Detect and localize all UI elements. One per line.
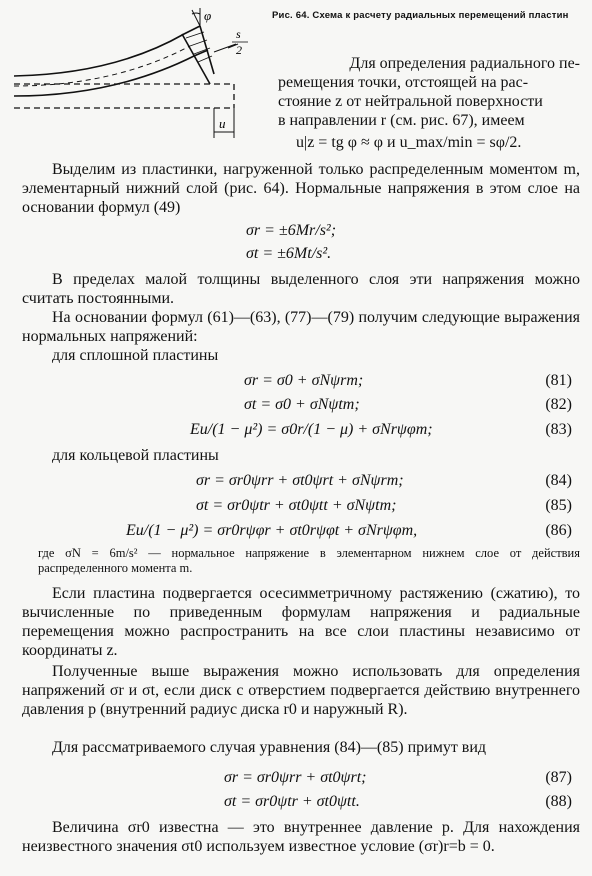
equation-84: σr = σr0ψrr + σt0ψrt + σNψrm; xyxy=(196,472,404,489)
equation-88-number: (88) xyxy=(545,793,572,810)
intro-line-1: Для определения радиального пе- xyxy=(349,55,580,72)
phi-label: φ xyxy=(204,8,212,23)
figure-caption: Рис. 64. Схема к расчету радиальных перемещений пластин xyxy=(272,10,569,21)
ring-plate-label: для кольцевой пластины xyxy=(52,447,219,464)
two-label: 2 xyxy=(236,43,242,57)
solid-plate-label: для сплошной пластины xyxy=(52,347,219,364)
equation-81: σr = σ0 + σNψrm; xyxy=(244,372,364,389)
equation-86-number: (86) xyxy=(545,522,572,539)
equation-85-number: (85) xyxy=(545,497,572,514)
u-label: u xyxy=(219,116,226,131)
phi-angle-marker xyxy=(192,8,200,26)
equation-83: Eu/(1 − μ²) = σ0r/(1 − μ) + σNrψφm; xyxy=(190,421,433,438)
s-label: s xyxy=(236,27,241,41)
paragraph-7: Величина σr0 известна — это внутреннее давление p. Для нахождения неизвестного значения σt0 используем известное условие (σr)r=b = 0. xyxy=(22,819,580,855)
paragraph-6: Для рассматриваемого случая уравнения (84)—(85) примут вид xyxy=(52,739,487,756)
equation-85: σt = σr0ψtr + σt0ψtt + σNψtm; xyxy=(196,497,397,514)
equation-sigma-r-moment: σr = ±6Mr/s²; xyxy=(246,222,337,239)
sigma-n-note: где σN = 6m/s² — нормальное напряжение в элементарном нижнем слое от действия распределенного момента m. xyxy=(38,546,580,575)
equation-88: σt = σr0ψtr + σt0ψtt. xyxy=(224,793,360,810)
equation-82-number: (82) xyxy=(545,396,572,413)
equation-82: σt = σ0 + σNψtm; xyxy=(244,396,360,413)
equation-81-number: (81) xyxy=(545,372,572,389)
paragraph-1: Выделим из пластинки, нагруженной только распределенным моментом m, элементарный нижний слой (рис. 64). Нормальные напряжения в этом слое на основании формул (49) xyxy=(22,161,580,216)
intro-line-2: ремещения точки, отстоящей на рас- xyxy=(278,74,529,91)
plate-displacement-figure xyxy=(14,4,274,144)
intro-line-4: в направлении r (см. рис. 67), имеем xyxy=(278,112,525,129)
equation-83-number: (83) xyxy=(545,421,572,438)
equation-sigma-t-moment: σt = ±6Mt/s². xyxy=(246,245,332,262)
paragraph-4: Если пластина подвергается осесимметричному растяжению (сжатию), то вычисленные по приведенным формулам напряжения и радиальные перемещения можно распространить на все слои пластины независимо от координаты z. xyxy=(22,585,580,659)
bent-plate xyxy=(14,26,214,96)
half-thickness-marker xyxy=(214,44,238,52)
paragraph-5: Полученные выше выражения можно использовать для определения напряжений σr и σt, если диск с отверстием подвергается действию внутреннего давления p (внутренний радиус диска r0 и наружный R). xyxy=(22,663,580,718)
equation-84-number: (84) xyxy=(545,472,572,489)
paragraph-2: В пределах малой толщины выделенного слоя эти напряжения можно считать постоянными. xyxy=(22,271,580,307)
equation-87-number: (87) xyxy=(545,769,572,786)
paragraph-3: На основании формул (61)—(63), (77)—(79) получим следующие выражения нормальных напряжений: xyxy=(22,309,580,345)
intro-line-3: стояние z от нейтральной поверхности xyxy=(278,93,543,110)
undeformed-plate-outline xyxy=(14,84,234,108)
equation-86: Eu/(1 − μ²) = σr0rψφr + σt0rψφt + σNrψφm, xyxy=(126,522,418,539)
intro-formula: u|z = tg φ ≈ φ и u_max/min = sφ/2. xyxy=(296,134,522,151)
equation-87: σr = σr0ψrr + σt0ψrt; xyxy=(224,769,367,786)
